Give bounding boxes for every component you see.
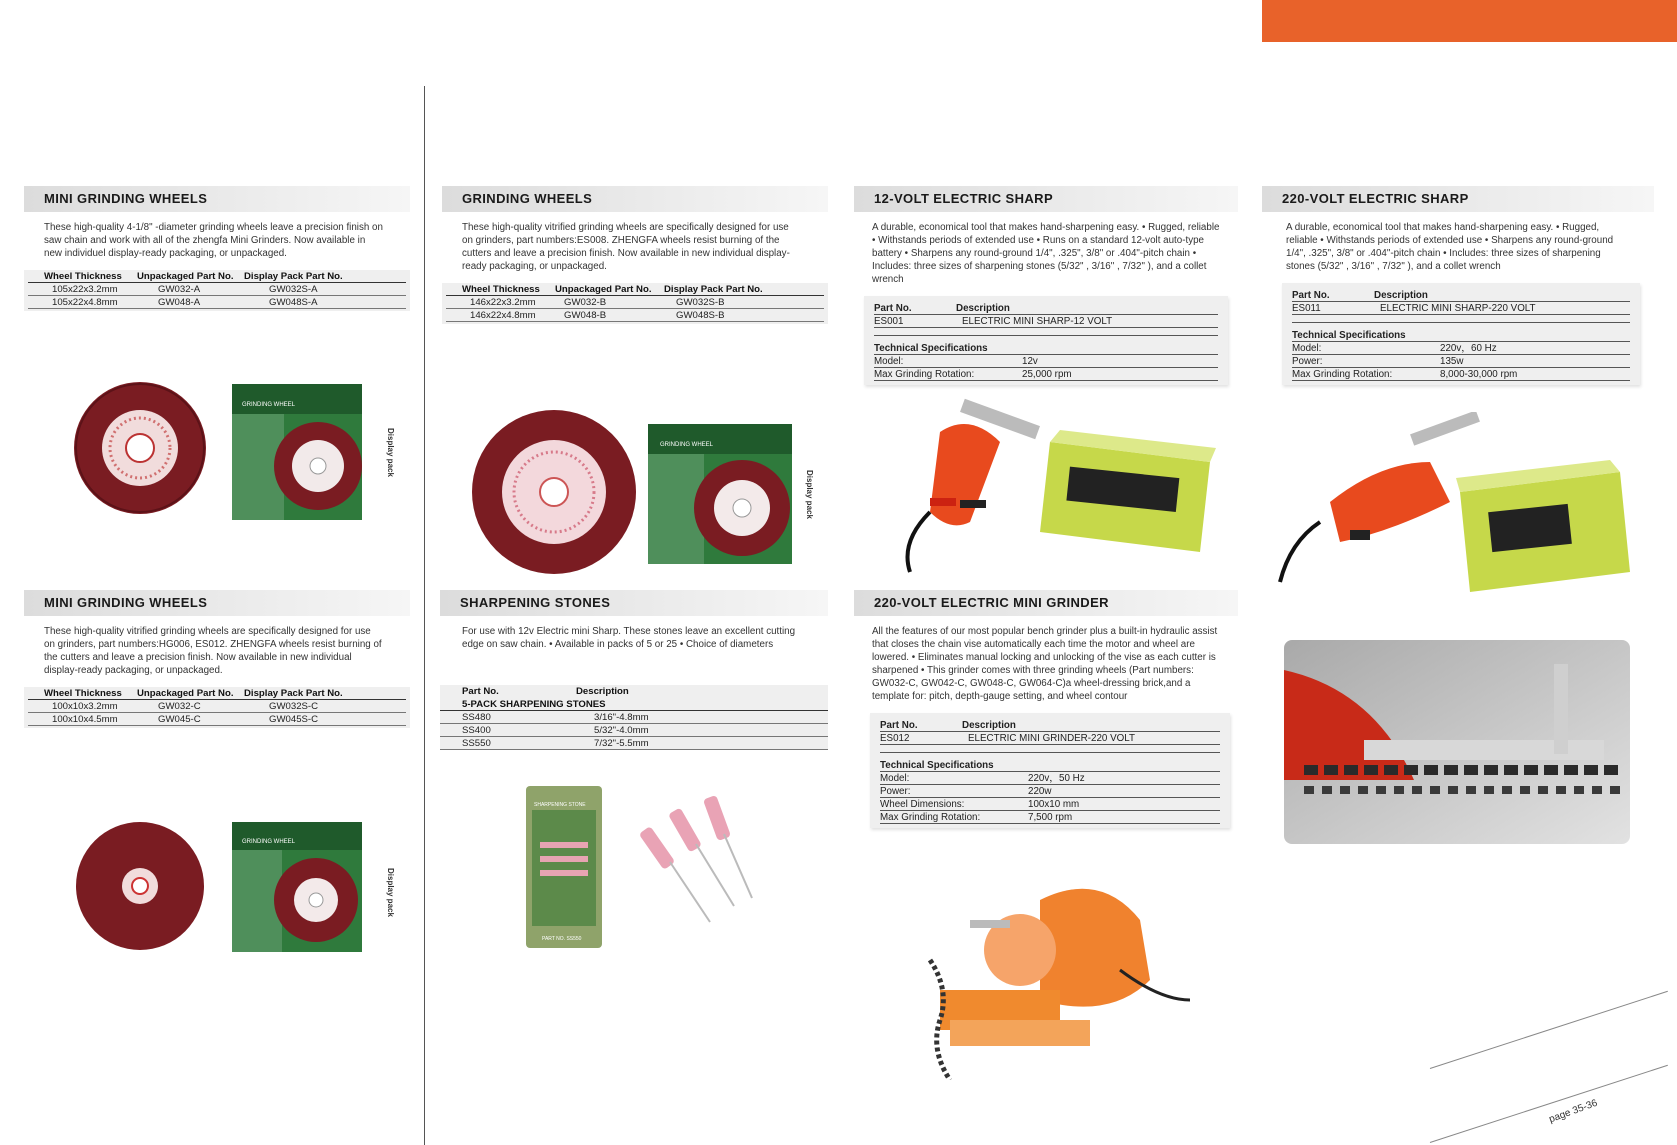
grinding-wheels-section — [442, 186, 828, 324]
section-title: SHARPENING STONES — [440, 590, 828, 616]
spec-title-text: Technical Specifications — [1292, 330, 1406, 341]
section-description: A durable, economical tool that makes hand-sharpening easy. • Rugged, reliable • Withstands periods of extended use • Runs on a standard 12-volt auto-type battery • Sharpens any round-ground 1/4", .325", 3/8" or .404"-pitch chain • Includes: three sizes of sharpening stones (5/32" , 3/16" , 7/32" ), and a collet wrench — [872, 222, 1220, 285]
spec-box — [870, 713, 1230, 828]
table-cell: 100x10x3.2mm — [52, 701, 118, 712]
stones-table — [440, 685, 828, 750]
table-cell: 7/32"-5.5mm — [594, 738, 649, 749]
table-cell: 146x22x4.8mm — [470, 310, 536, 321]
col-header: Display Pack Part No. — [244, 688, 343, 699]
table-header — [440, 685, 828, 698]
grinding-wheel-image — [470, 408, 638, 576]
part-description: ELECTRIC MINI GRINDER-220 VOLT — [968, 733, 1135, 744]
section-description: For use with 12v Electric mini Sharp. These stones leave an excellent cutting edge on saw chain. • Available in packs of 5 or 25 • Choice of diameters — [462, 626, 796, 650]
spec-label: Power: — [1292, 356, 1323, 367]
table-cell: SS400 — [462, 725, 491, 736]
part-number: ES001 — [874, 316, 904, 327]
section-description: These high-quality vitrified grinding wheels are specifically designed for use on grinders, part numbers:ES008. ZHENGFA wheels resist burning of the cutters and leave a precision finish. Now available in new individual display-ready packaging, or unpackaged. — [462, 222, 790, 272]
col-header: Unpackaged Part No. — [137, 688, 234, 699]
table-cell: GW032S-A — [269, 284, 318, 295]
section-title: 220-VOLT ELECTRIC MINI GRINDER — [854, 590, 1238, 616]
spec-label: Model: — [1292, 343, 1322, 354]
spec-label: Max Grinding Rotation: — [880, 812, 981, 823]
table-row — [28, 713, 406, 726]
part-table — [24, 687, 410, 728]
spec-row — [880, 785, 1220, 798]
table-header — [880, 719, 1220, 732]
spec-row — [1292, 368, 1630, 381]
table-header — [28, 270, 406, 283]
table-row — [440, 737, 828, 750]
col-header: Description — [962, 720, 1016, 731]
section-title: GRINDING WHEELS — [442, 186, 828, 212]
col-header: Unpackaged Part No. — [137, 271, 234, 282]
grinding-wheel-image — [74, 820, 206, 952]
spacer-row — [880, 745, 1220, 753]
spec-label: Power: — [880, 786, 911, 797]
table-row — [1292, 302, 1630, 315]
col-header: Description — [576, 686, 629, 697]
spec-value: 220v，50 Hz — [1028, 773, 1085, 784]
table-cell: GW045S-C — [269, 714, 319, 725]
section-description: All the features of our most popular bench grinder plus a built-in hydraulic assist that closes the chain vise automatically each time the motor and wheel are lowered. • Eliminates manual locking and unlocking of the vise as each cutter is sharpened • This grinder comes with three grinding wheels (Part numbers: GW032-C, GW042-C, GW048-C, GW064-C)a wheel-dressing brick,and a template for: pitch, depth-gauge setting, and wheel contour — [872, 626, 1218, 702]
col-header: Wheel Thickness — [44, 271, 122, 282]
spec-row — [880, 798, 1220, 811]
table-cell: GW045-C — [158, 714, 201, 725]
220v-electric-sharp-section — [1262, 186, 1654, 385]
table-group-row — [440, 698, 828, 711]
display-pack-image — [232, 822, 362, 952]
pack-title-text: GRINDING WHEEL — [660, 442, 714, 448]
table-cell: GW048S-A — [269, 297, 318, 308]
spec-value: 12v — [1022, 356, 1038, 367]
header-accent-bar — [1262, 0, 1677, 42]
part-number: ES011 — [1292, 303, 1321, 314]
table-row — [440, 724, 828, 737]
col-header: Wheel Thickness — [462, 284, 540, 295]
table-header — [28, 687, 406, 700]
table-cell: GW048-B — [564, 310, 607, 321]
part-table — [24, 270, 410, 311]
table-row — [28, 283, 406, 296]
display-pack-label: Display pack — [805, 470, 814, 519]
table-cell: GW032-A — [158, 284, 201, 295]
table-row — [28, 296, 406, 309]
spec-row — [880, 811, 1220, 824]
table-cell: 105x22x4.8mm — [52, 297, 118, 308]
spec-label: Wheel Dimensions: — [880, 799, 965, 810]
col-header: Description — [1374, 290, 1428, 301]
table-cell: GW032-C — [158, 701, 201, 712]
bench-grinder-image — [920, 880, 1190, 1080]
part-table — [442, 283, 828, 324]
table-row — [874, 315, 1218, 328]
table-cell: SS550 — [462, 738, 491, 749]
table-row — [880, 732, 1220, 745]
table-row — [440, 711, 828, 724]
col-header: Display Pack Part No. — [244, 271, 343, 282]
sharpening-stones-section — [440, 590, 828, 750]
spec-box — [864, 296, 1228, 385]
table-row — [28, 700, 406, 713]
table-row — [446, 309, 824, 322]
spacer-row — [874, 328, 1218, 336]
spec-value: 8,000-30,000 rpm — [1440, 369, 1518, 380]
table-row — [446, 296, 824, 309]
col-header: Part No. — [874, 303, 912, 314]
spec-row — [1292, 355, 1630, 368]
section-description: A durable, economical tool that makes hand-sharpening easy. • Rugged, reliable • Withstands periods of extended use • Sharpens any round-ground 1/4", .325", 3/8" or .404"-pitch chain • Includes: three sizes of sharpening stones (5/32" , 3/16" , 7/32" ), and a collet wrench — [1286, 222, 1614, 272]
section-title: MINI GRINDING WHEELS — [24, 186, 410, 212]
12v-sharpener-image — [900, 392, 1220, 582]
spec-value: 220w — [1028, 786, 1052, 797]
grinding-wheel-image — [70, 378, 210, 518]
spec-label: Max Grinding Rotation: — [874, 369, 975, 380]
table-cell: 146x22x3.2mm — [470, 297, 536, 308]
table-cell: SS480 — [462, 712, 491, 723]
display-pack-image — [648, 424, 792, 564]
table-header — [1292, 289, 1630, 302]
table-cell: GW032S-B — [676, 297, 725, 308]
display-pack-label: Display pack — [386, 868, 395, 917]
12v-electric-sharp-section — [854, 186, 1238, 385]
col-header: Part No. — [880, 720, 918, 731]
spec-title — [1292, 329, 1630, 342]
spec-value: 135w — [1440, 356, 1464, 367]
table-header — [874, 302, 1218, 315]
spec-title — [874, 342, 1218, 355]
col-header: Unpackaged Part No. — [555, 284, 652, 295]
table-cell: 105x22x3.2mm — [52, 284, 118, 295]
220v-mini-grinder-section — [854, 590, 1238, 828]
page-corner-line — [1430, 991, 1668, 1069]
spec-row — [1292, 342, 1630, 355]
table-cell: 100x10x4.5mm — [52, 714, 118, 725]
display-pack-label: Display pack — [386, 428, 395, 477]
spec-value: 7,500 rpm — [1028, 812, 1073, 823]
section-title: MINI GRINDING WHEELS — [24, 590, 410, 616]
spec-value: 25,000 rpm — [1022, 369, 1072, 380]
mini-grinding-wheels-2-section — [24, 590, 410, 728]
spec-value: 220v，60 Hz — [1440, 343, 1497, 354]
220v-sharpener-image — [1270, 412, 1640, 592]
section-description: These high-quality vitrified grinding wheels are specifically designed for use on grinders, part numbers:HG006, ES012. ZHENGFA wheels resist burning of the cutters and leave a precision finish. Now available in new individual display-ready packaging, or unpackaged. — [44, 626, 382, 676]
spec-row — [874, 355, 1218, 368]
part-description: ELECTRIC MINI SHARP-220 VOLT — [1380, 303, 1536, 314]
col-header: Part No. — [1292, 290, 1330, 301]
pack-part-text: PART NO. SS550 — [542, 936, 582, 942]
table-header — [446, 283, 824, 296]
spec-label: Model: — [880, 773, 910, 784]
col-header: Part No. — [462, 686, 499, 697]
spec-title — [880, 759, 1220, 772]
table-cell: 3/16"-4.8mm — [594, 712, 649, 723]
pack-title-text: GRINDING WHEEL — [242, 839, 296, 845]
spec-title-text: Technical Specifications — [874, 343, 988, 354]
closeup-photo — [1284, 640, 1630, 844]
section-title: 12-VOLT ELECTRIC SHARP — [854, 186, 1238, 212]
table-cell: 5/32"-4.0mm — [594, 725, 649, 736]
pack-title-text: GRINDING WHEEL — [242, 402, 296, 408]
table-cell: GW048S-B — [676, 310, 725, 321]
mini-grinding-wheels-section — [24, 186, 410, 311]
sharpening-stones-image — [520, 782, 770, 952]
col-header: Description — [956, 303, 1010, 314]
page-corner-line — [1430, 1065, 1668, 1143]
section-title: 220-VOLT ELECTRIC SHARP — [1262, 186, 1654, 212]
part-number: ES012 — [880, 733, 910, 744]
table-cell: GW048-A — [158, 297, 201, 308]
pack-title-text: SHARPENING STONE — [534, 802, 586, 808]
col-header: Wheel Thickness — [44, 688, 122, 699]
table-cell: GW032S-C — [269, 701, 319, 712]
spec-value: 100x10 mm — [1028, 799, 1080, 810]
spacer-row — [1292, 315, 1630, 323]
spec-row — [874, 368, 1218, 381]
column-divider — [424, 86, 425, 1145]
spec-box — [1282, 283, 1640, 385]
page-number: page 35-36 — [1548, 1097, 1600, 1126]
group-label: 5-PACK SHARPENING STONES — [462, 699, 606, 710]
spec-row — [880, 772, 1220, 785]
display-pack-image — [232, 384, 362, 520]
part-description: ELECTRIC MINI SHARP-12 VOLT — [962, 316, 1113, 327]
spec-title-text: Technical Specifications — [880, 760, 994, 771]
col-header: Display Pack Part No. — [664, 284, 763, 295]
section-description: These high-quality 4-1/8" -diameter grinding wheels leave a precision finish on saw chain and work with all of the zhengfa Mini Grinders. Now available in new individuel display-ready packaging, or unpackaged. — [44, 222, 383, 259]
spec-label: Max Grinding Rotation: — [1292, 369, 1393, 380]
table-cell: GW032-B — [564, 297, 607, 308]
spec-label: Model: — [874, 356, 904, 367]
